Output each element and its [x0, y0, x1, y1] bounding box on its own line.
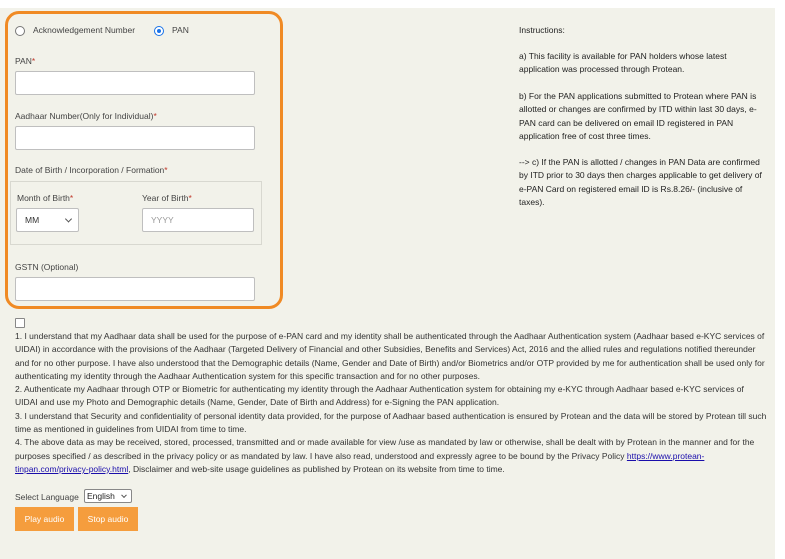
- terms-text: [15, 330, 767, 476]
- chevron-down-icon: [121, 492, 127, 498]
- gstn-label: GSTN (Optional): [15, 262, 79, 272]
- aadhaar-label: Aadhaar Number(Only for Individual)*: [15, 111, 157, 121]
- radio-pan-label: PAN: [172, 25, 189, 35]
- privacy-policy-link[interactable]: https://www.protean-tinpan.com/privacy-policy.html: [15, 450, 705, 474]
- gstn-input[interactable]: [15, 277, 255, 301]
- term-1: 1. I understand that my Aadhaar data shall be used for the purpose of e-PAN card and my identity shall be authenticated through the Aadhaar Authentication system (Aadhaar based e-KYC services of UIDAI) in accordance with the provisions of the Aadhaar (Targeted Delivery of Financial and other Subsidies, Benefits and Services) Act, 2016 and the allied rules and regulations notified thereunder and for no other purpose. I have also understood that the Demographic details (Name, Gender and Date of Birth) and/or Biometrics and/or OTP provided by me for authentication shall be used only for authenticating my identity through the Aadhaar Authentication system for this specific transaction and for no other purposes.: [15, 331, 765, 381]
- month-value: MM: [25, 215, 40, 225]
- radio-acknowledgement-label: Acknowledgement Number: [33, 25, 136, 35]
- pan-label: PAN*: [15, 56, 36, 66]
- term-2: 2. Authenticate my Aadhaar through OTP or Biometric for authenticating my identity through the Aadhaar Authentication system for obtaining my e-KYC through Aadhaar based e-KYC services of UIDAI and use my Photo and Demographic details (Name, Gender, Date of Birth and Address) for e-Signing the PAN application.: [15, 384, 744, 408]
- instruction-c: --> c) If the PAN is allotted / changes in PAN Data are confirmed by ITD prior to 30 days then charges applicable to get delivery of e-PAN Card on registered email ID is Rs.8.26/- (inclusive of taxes).: [519, 157, 762, 207]
- instructions-title: Instructions:: [519, 25, 565, 35]
- term-4: 4. The above data as may be received, stored, processed, transmitted and or made available for view /use as mandated by law or otherwise, shall be dealt with by Protean in the manner and for the purposes specified / as described in the privacy policy or as mandated by law. I have also read, understood and expressly agree to be bound by the Privacy Policy https://www.protean-tinpan.com/privacy-policy.html, Disclaimer and web-site usage guidelines as published by Protean on its website from time to time.: [15, 437, 755, 474]
- stop-audio-button[interactable]: Stop audio: [78, 507, 138, 531]
- term-3: 3. I understand that Security and confidentiality of personal identity data provided, for the purpose of Aadhaar based authentication is ensured by Protean and the data will be stored by Protean till such time as mentioned in guidelines from UIDAI from time to time.: [15, 410, 767, 435]
- language-label: Select Language: [15, 492, 79, 502]
- dob-label: Date of Birth / Incorporation / Formation*: [15, 165, 168, 175]
- pan-input[interactable]: [15, 71, 255, 95]
- radio-acknowledgement[interactable]: [15, 26, 25, 36]
- consent-checkbox[interactable]: [15, 318, 25, 328]
- chevron-down-icon: [65, 215, 72, 222]
- radio-pan[interactable]: [154, 26, 164, 36]
- language-select[interactable]: [84, 489, 132, 503]
- year-input[interactable]: [142, 208, 254, 232]
- month-label: Month of Birth*: [17, 193, 74, 203]
- instruction-a: a) This facility is available for PAN holders whose latest application was processed through Protean.: [519, 51, 727, 75]
- instruction-b: b) For the PAN applications submitted to Protean where PAN is allotted or changes are confirmed by ITD within last 30 days, e-PAN card can be delivered on email ID registered in PAN application free of cost three times.: [519, 91, 757, 141]
- month-select[interactable]: [16, 208, 79, 232]
- aadhaar-input[interactable]: [15, 126, 255, 150]
- language-value: English: [87, 491, 115, 501]
- year-placeholder: YYYY: [151, 215, 174, 225]
- year-label: Year of Birth*: [142, 193, 192, 203]
- play-audio-button[interactable]: Play audio: [15, 507, 74, 531]
